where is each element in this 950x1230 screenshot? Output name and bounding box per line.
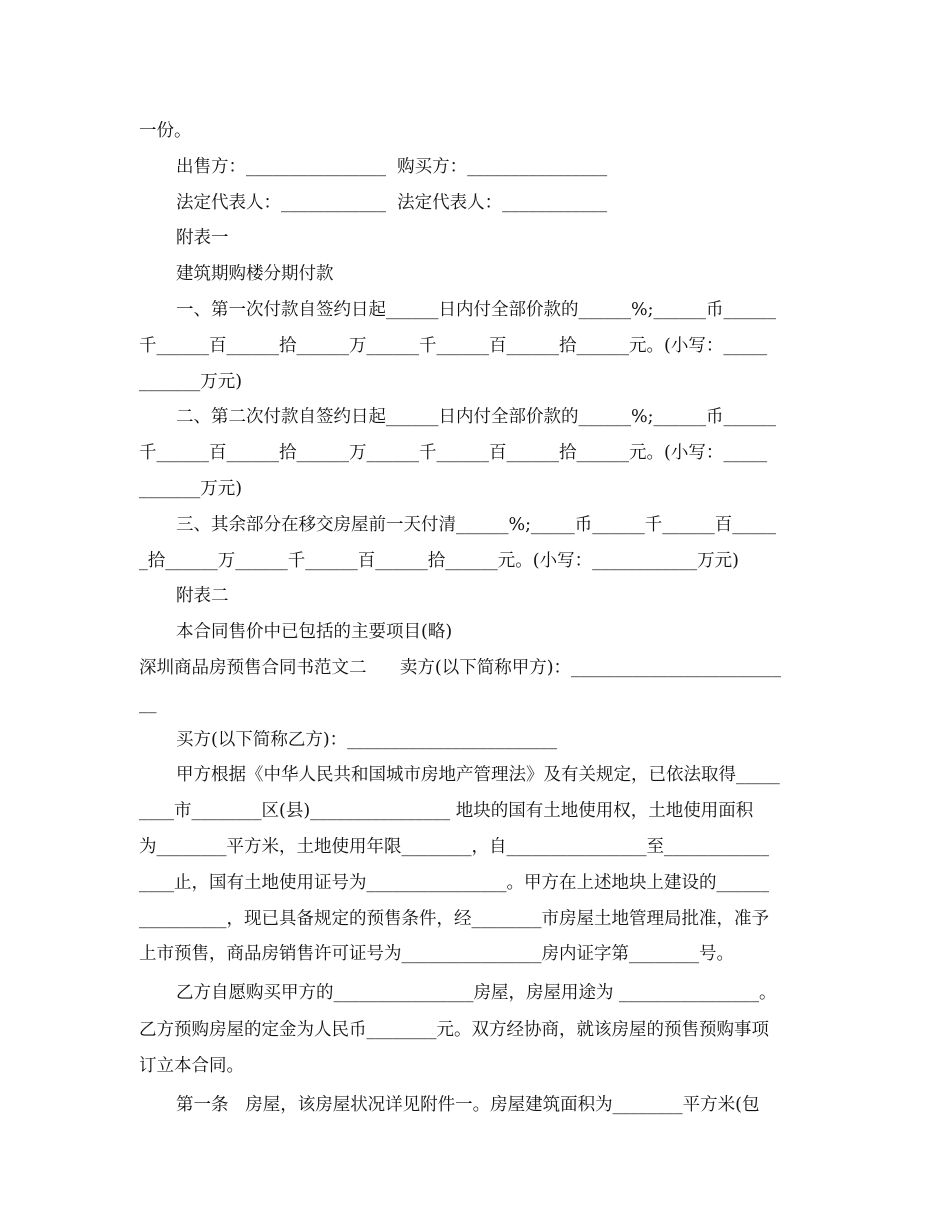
text-line: 出售方：________________ 购买方：________________ xyxy=(176,156,608,177)
text-line: 甲方根据《中华人民共和国城市房地产管理法》及有关规定，已依法取得_____ xyxy=(176,765,780,786)
text-line: ____市________区(县)________________ 地块的国有土地使用权，土地使用面积 xyxy=(139,801,754,822)
text-line: 附表一 xyxy=(176,228,229,249)
text-line: __________，现已具备规定的预售条件，经________市房屋土地管理局批准，准予 xyxy=(139,908,769,929)
text-line: 订立本合同。 xyxy=(139,1055,244,1076)
text-line: _拾______万______千______百______拾______元。(小写：____________万元) xyxy=(139,550,739,571)
text-line: 法定代表人：____________ 法定代表人：____________ xyxy=(176,192,608,213)
text-line: 第一条 房屋，该房屋状况详见附件一。房屋建筑面积为________平方米(包 xyxy=(176,1094,760,1115)
text-line: 为________平方米，土地使用年限________，自________________至____________ xyxy=(139,836,769,857)
document-page xyxy=(139,114,819,1125)
text-line: 二、第二次付款自签约日起______日内付全部价款的______%;______币______ xyxy=(176,407,777,428)
text-line: 千______百______拾______万______千______百______拾______元。(小写：_____ xyxy=(139,443,768,464)
text-line: __ xyxy=(139,693,157,714)
text-line: 买方(以下简称乙方)：________________________ xyxy=(176,729,558,750)
text-line: 三、其余部分在移交房屋前一天付清______%;_____币______千______百_____ xyxy=(176,514,777,535)
text-line: 一份。 xyxy=(139,121,192,141)
text-line: 一、第一次付款自签约日起______日内付全部价款的______%;______币______ xyxy=(176,299,777,320)
text-line: 本合同售价中已包括的主要项目(略) xyxy=(176,622,453,643)
text-line: 建筑期购楼分期付款 xyxy=(176,264,334,285)
text-line: 上市预售，商品房销售许可证号为________________房内证字第________号。 xyxy=(139,944,734,965)
text-line: _______万元) xyxy=(139,478,243,499)
text-line: 千______百______拾______万______千______百______拾______元。(小写：_____ xyxy=(139,335,768,356)
text-line: 乙方预购房屋的定金为人民币________元。双方经协商，就该房屋的预售预购事项 xyxy=(139,1020,769,1041)
text-line: _______万元) xyxy=(139,371,243,392)
text-line: 深圳商品房预售合同书范文二 卖方(以下简称甲方)：________________________ xyxy=(139,657,782,678)
text-line: ____止，国有土地使用证号为________________。甲方在上述地块上建设的______ xyxy=(139,872,769,893)
text-line: 乙方自愿购买甲方的________________房屋，房屋用途为 ________________。 xyxy=(176,983,777,1004)
text-line: 附表二 xyxy=(176,586,229,607)
